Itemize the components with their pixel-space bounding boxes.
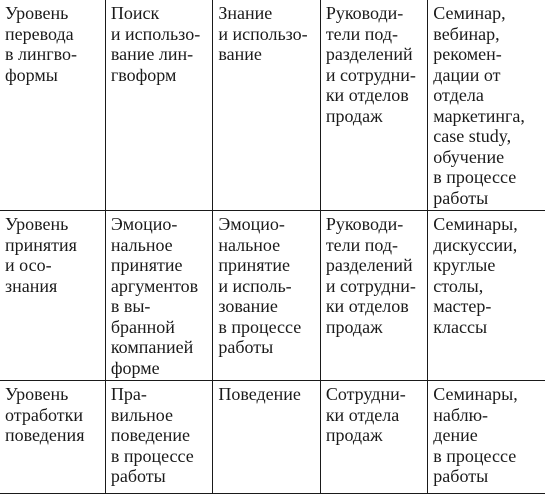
goal-cell: Эмоцио- нальное принятие аргументов в вы- бранной компанией форме bbox=[105, 211, 212, 381]
result-cell: Эмоцио- нальное принятие и исполь- зование в процессе работы bbox=[213, 211, 320, 381]
level-cell: Уровень перевода в лингво- формы bbox=[0, 0, 105, 211]
audience-cell: Руководи- тели под- разделений и сотрудни- ки отделов продаж bbox=[320, 0, 427, 211]
methods-cell: Семинары, дискуссии, круглые столы, мастер- классы bbox=[428, 211, 545, 381]
level-cell: Уровень отработки поведения bbox=[0, 381, 105, 494]
level-cell: Уровень принятия и осо- знания bbox=[0, 211, 105, 381]
table-row bbox=[0, 0, 545, 211]
result-cell: Знание и использо- вание bbox=[213, 0, 320, 211]
audience-cell: Руководи- тели под- разделений и сотрудни- ки отделов продаж bbox=[320, 211, 427, 381]
goal-cell: Пра- вильное поведение в процессе работы bbox=[105, 381, 212, 494]
goal-cell: Поиск и использо- вание лин- гвоформ bbox=[105, 0, 212, 211]
table-row bbox=[0, 211, 545, 381]
table-row bbox=[0, 381, 545, 494]
methods-cell: Семинары, наблю- дение в процессе работы bbox=[428, 381, 545, 494]
audience-cell: Сотрудни- ки отдела продаж bbox=[320, 381, 427, 494]
methods-cell: Семинар, вебинар, рекомен- дации от отдела маркетинга, case study, обучение в процессе работы bbox=[428, 0, 545, 211]
result-cell: Поведение bbox=[213, 381, 320, 494]
